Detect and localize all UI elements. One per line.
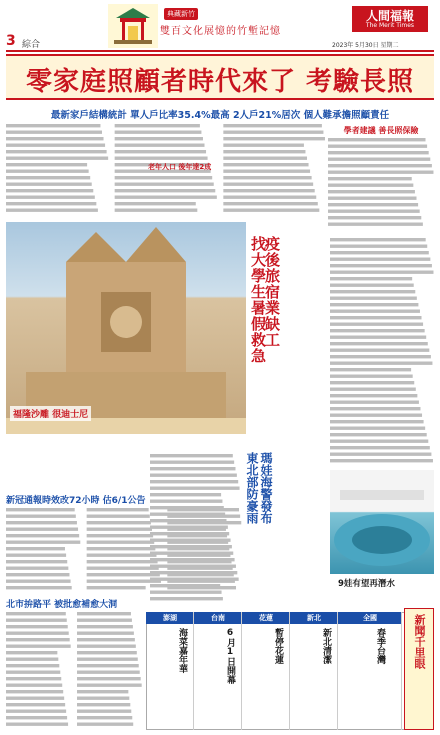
brand-english: The Merit Times: [365, 22, 415, 29]
news-radar-label: 新聞千里眼: [413, 614, 426, 669]
road-headline: 北市拚路平 被批愈補愈大洞: [6, 600, 118, 610]
strip-headline: 新北清潔: [321, 628, 331, 664]
header-divider: [6, 50, 434, 52]
section-label: 綜合: [22, 40, 41, 50]
pavilion-illustration-icon: [108, 4, 158, 48]
main-headline: 零家庭照顧者時代來了 考驗長照: [25, 67, 415, 97]
right-article-text: [330, 236, 434, 466]
text-lines: [328, 138, 433, 226]
text-lines: [6, 612, 142, 726]
sidebar-title: 學者建議 善長照保險: [343, 126, 419, 135]
road-article-text: [6, 610, 142, 730]
strip-headline: 暫停花蓮: [273, 628, 283, 664]
strip-column-national: [338, 612, 402, 730]
weather-headline-2: 東北部防豪雨: [245, 452, 259, 524]
weather-article-text: [150, 452, 240, 602]
strip-tab: 澎湖: [146, 612, 194, 624]
pool-caption: 9娃有望再潛水: [338, 579, 395, 589]
feature-headline-1: 疫後旅宿業缺工: [263, 236, 281, 348]
covid-headline: 新冠通報時效改72小時 估6/1公告: [6, 496, 146, 506]
brand-name: 人間福報: [365, 9, 414, 23]
sand-sculpture-photo: [6, 222, 246, 434]
sub-box-title: 老年人口 後年達2成: [148, 163, 212, 171]
photo-caption: 福隆沙雕 很迪士尼: [10, 406, 91, 421]
weather-headline-1: 瑪娃海警發布: [259, 452, 273, 524]
page-number: 3: [6, 33, 16, 49]
text-lines: [330, 238, 433, 462]
sidebar-article-text: [328, 136, 434, 232]
strip-headline: 春季台灣: [375, 628, 385, 664]
issue-date: 2023年 5月30日 星期二: [332, 42, 399, 49]
strip-tab: 全國: [338, 612, 402, 624]
text-lines: [150, 454, 240, 600]
sub-headline: 最新家戶結構統計 單人戶比率35.4%最高 2人戶21%居次 個人難承擔照顧責任: [50, 110, 390, 121]
series-badge: 典藏新竹: [164, 8, 198, 20]
strip-tab: 台南: [194, 612, 242, 624]
strip-tab: 新北: [290, 612, 338, 624]
strip-headline: 6月1日開幕: [225, 628, 235, 684]
feature-headline-2: 找大學生暑假救急: [249, 236, 267, 364]
strip-tab: 花蓮: [242, 612, 290, 624]
sand-castle-icon: [6, 222, 246, 434]
series-title: 雙百文化展憶的竹塹記憶: [160, 26, 281, 37]
strip-headline: 海菜嘉年華: [177, 628, 187, 673]
pool-photo: [330, 470, 434, 574]
diving-pool-icon: [330, 470, 434, 574]
